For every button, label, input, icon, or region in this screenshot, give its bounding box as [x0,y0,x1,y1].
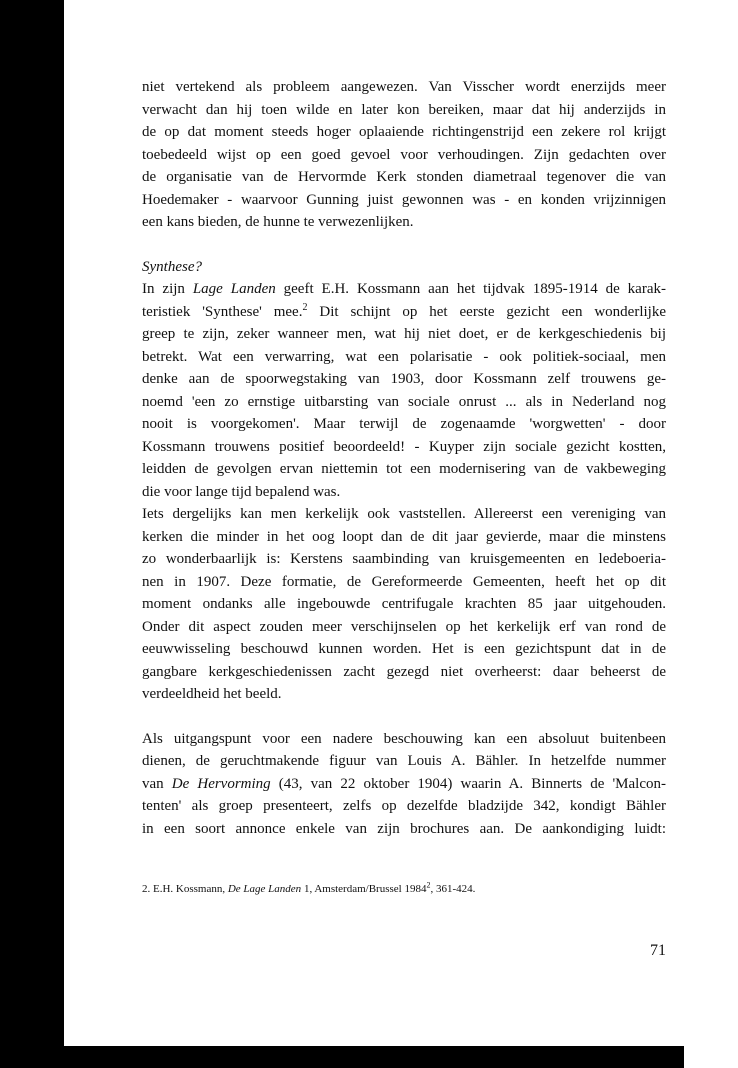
text-line: een kans bieden, de hunne te verwezenlijken. [142,214,414,230]
text-line: die voor lange tijd bepalend was. [142,483,341,500]
text-fragment: , 361-424. [430,883,476,895]
text-line: niet vertekend als probleem aangewezen. Van Visscher wordt enerzijds meer [142,79,666,95]
section-heading: Synthese? [142,258,202,275]
text-fragment: van [142,775,172,792]
text-fragment: 1, Amsterdam/Brussel 1984 [301,883,427,895]
text-line: betrekt. Wat een verwarring, wat een polarisatie - ook politiek-sociaal, men [142,348,666,365]
text-fragment: Dit schijnt op het eerste gezicht een wonderlijke [307,303,666,320]
text-line: de op dat moment steeds hoger oplaaiende richtingenstrijd een zekere rol krijgt [142,124,666,140]
text-fragment: teristiek 'Synthese' mee. [142,303,303,320]
scan-bottom-border [64,1046,684,1068]
text-line: verwacht dan hij toen wilde en later kon bereiken, maar dat hij anderzijds in [142,101,666,118]
text-fragment: 2. E.H. Kossmann, [142,883,228,895]
text-line: leidden de gevolgen ervan niettemin tot een modernisering van de vakbeweging [142,461,666,477]
text-line [142,278,666,301]
text-line: Als uitgangspunt voor een nadere beschouwing kan een absoluut buitenbeen [142,730,666,747]
text-fragment: In zijn [142,281,193,297]
footnote-ref: 2 [302,301,308,313]
text-line: greep te zijn, zeker wanneer men, wat hij niet doet, er de kerkgeschiedenis bij [142,326,666,342]
text-fragment: (43, van 22 oktober 1904) waarin A. Binnerts de 'Malcon- [270,775,666,792]
text-line: toebedeeld wijst op een goed gevoel voor verhoudingen. Zijn gedachten over [142,146,666,163]
text-line: nen in 1907. Deze formatie, de Gereformeerde Gemeenten, heeft het op dit [142,573,666,590]
page-number: 71 [650,942,666,959]
text-line: Iets dergelijks kan men kerkelijk ook vaststellen. Allereerst een vereniging van [142,506,666,522]
text-line [142,301,666,324]
text-fragment: geeft E.H. Kossmann aan het tijdvak 1895-1914 de karak- [275,281,666,297]
paragraph-2 [142,278,666,503]
text-line: kerken die minder in het oog loopt dan de dit jaar gevierde, maar die minstens [142,528,666,545]
text-line: Kossmann trouwens positief beoordeeld! - Kuyper zijn sociale gezicht kostten, [142,438,666,455]
journal-title: De Hervorming [171,775,271,792]
paragraph-4 [142,728,666,841]
text-line: moment ondanks alle ingebouwde centrifugale krachten 85 jaar uitgehouden. [142,596,666,612]
text-line: tenten' als groep presenteert, zelfs op dezelfde bladzijde 342, kondigt Bähler [142,798,666,814]
text-line: de organisatie van de Hervormde Kerk stonden diametraal tegenover die van [142,169,666,185]
text-line: nooit is voorgekomen'. Maar terwijl de zogenaamde 'worgwetten' - door [142,416,666,432]
edition-superscript: 2 [426,880,431,890]
page-body [142,76,666,840]
text-line: noemd 'een zo ernstige uitbarsting van sociale onrust ... als in Nederland nog [142,393,666,410]
paragraph-1 [142,76,666,234]
text-line: Onder dit aspect zouden meer verschijnselen op het kerkelijk erf van rond de [142,618,666,635]
text-line: Hoedemaker - waarvoor Gunning juist gewonnen was - en konden vrijzinnigen [142,191,666,208]
text-line: verdeeldheid het beeld. [142,686,282,702]
text-line: zo wonderbaarlijk is: Kerstens saambinding van kruisgemeenten en ledeboeria- [142,551,666,567]
text-line: denke aan de spoorwegstaking van 1903, door Kossmann zelf trouwens ge- [142,371,666,387]
text-line: gangbare kerkgeschiedenissen zacht gezegd niet overheerst: daar beheerst de [142,663,666,680]
text-line [142,773,666,796]
text-line: dienen, de geruchtmakende figuur van Louis A. Bähler. In hetzelfde nummer [142,753,666,769]
book-title: Lage Landen [192,281,276,297]
scan-left-border [0,0,64,1068]
book-title: De Lage Landen [227,883,302,895]
text-line: in een soort annonce enkele van zijn brochures aan. De aankondiging luidt: [142,820,666,837]
paragraph-3 [142,503,666,706]
text-line: eeuwwisseling beschouwd kunnen worden. Het is een gezichtspunt dat in de [142,641,666,657]
footnote [142,882,662,896]
